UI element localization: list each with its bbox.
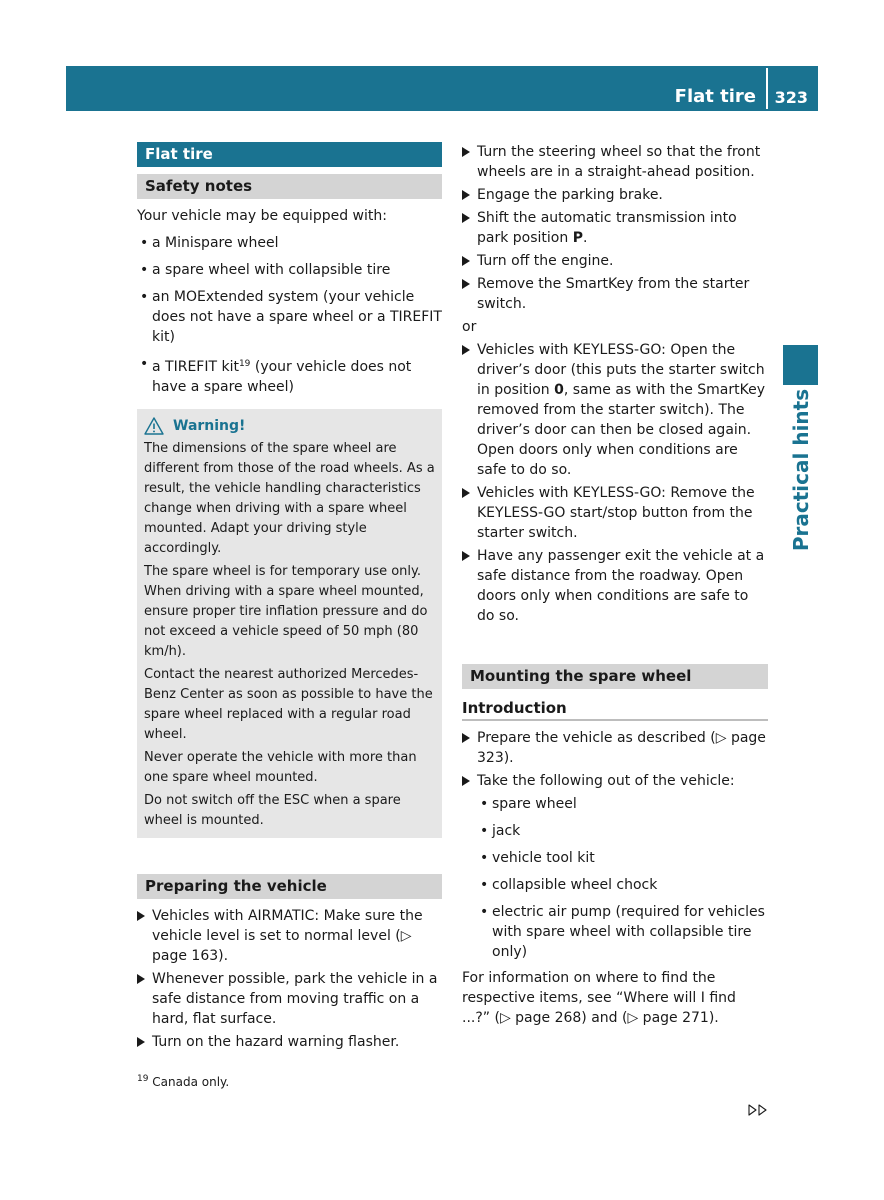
instruction-step: [462, 340, 768, 480]
side-tab-text: Practical hints: [788, 388, 813, 552]
warning-header: [144, 415, 435, 437]
instruction-step: [462, 208, 768, 248]
instruction-step: [462, 251, 768, 271]
step-text-end: , same as with the SmartKey removed from the starter switch). The driver’s door can then be closed again. Open doors only when conditions are safe to do so.: [477, 382, 765, 478]
step-arrow-icon: [462, 213, 470, 223]
equipment-item-tirefit: [137, 354, 442, 397]
list-item: • electric air pump (required for vehicles with spare wheel with collapsible tire only): [462, 902, 768, 962]
step-text: Engage the parking brake.: [477, 187, 663, 203]
list-item: • spare wheel: [462, 794, 768, 814]
instruction-step: [462, 546, 768, 626]
step-text: Have any passenger exit the vehicle at a safe distance from the roadway. Open doors only when conditions are safe to do so.: [477, 548, 765, 624]
info-paragraph: For information on where to find the respective items, see “Where will I find ...?” (▷ page 268) and (▷ page 271).: [462, 970, 736, 1026]
step-text: Vehicles with AIRMATIC: Make sure the vehicle level is set to normal level (▷ page 163).: [152, 908, 423, 964]
step-arrow-icon: [462, 733, 470, 743]
subsection-title-preparing: Preparing the vehicle: [137, 874, 442, 899]
header-separator: [766, 68, 768, 109]
page-header: [66, 66, 818, 111]
footnote-ref: 19: [238, 359, 251, 369]
footnote-number: 19: [137, 1074, 149, 1084]
footnote-text: Canada only.: [148, 1075, 230, 1089]
safety-intro: Your vehicle may be equipped with:: [137, 208, 387, 224]
equipment-item: • a Minispare wheel: [137, 233, 442, 253]
list-item: • vehicle tool kit: [462, 848, 768, 868]
step-arrow-icon: [462, 776, 470, 786]
equipment-item: • an MOExtended system (your vehicle does not have a spare wheel or a TIREFIT kit): [137, 287, 442, 347]
list-item: • collapsible wheel chock: [462, 875, 768, 895]
side-tab-marker: [783, 345, 818, 385]
step-text: Turn off the engine.: [477, 253, 614, 269]
right-column: [462, 142, 768, 1028]
instruction-step: [462, 483, 768, 543]
instruction-step: [462, 142, 768, 182]
instruction-step: [137, 906, 442, 966]
step-arrow-icon: [462, 190, 470, 200]
step-text: Vehicles with KEYLESS-GO: Open the driver’s door (this puts the starter switch in position: [477, 342, 765, 398]
subsection-title-mounting: Mounting the spare wheel: [462, 664, 768, 689]
subsection-title-safety-notes: Safety notes: [137, 174, 442, 199]
tirefit-text: a TIREFIT kit: [152, 359, 239, 375]
step-arrow-icon: [462, 256, 470, 266]
step-arrow-icon: [137, 1037, 145, 1047]
step-text: Turn the steering wheel so that the front wheels are in a straight-ahead position.: [477, 144, 761, 180]
step-arrow-icon: [462, 279, 470, 289]
warning-box: [137, 409, 442, 838]
step-text: Take the following out of the vehicle:: [477, 773, 735, 789]
step-text: Shift the automatic transmission into park position: [477, 210, 737, 246]
header-title: Flat tire: [674, 86, 756, 107]
step-arrow-icon: [462, 345, 470, 355]
instruction-step: [137, 969, 442, 1029]
step-arrow-icon: [462, 488, 470, 498]
section-title-flat-tire: Flat tire: [137, 142, 442, 167]
instruction-step: [462, 728, 768, 768]
warning-paragraph: The spare wheel is for temporary use only. When driving with a spare wheel mounted, ensure proper tire inflation pressure and do not exceed a vehicle speed of 50 mph (80 km/h).: [144, 564, 428, 659]
step-text: Remove the SmartKey from the starter switch.: [477, 276, 750, 312]
gear-position-p: P: [572, 230, 583, 246]
warning-paragraph: Never operate the vehicle with more than one spare wheel mounted.: [144, 750, 417, 785]
step-arrow-icon: [137, 974, 145, 984]
page-number: 323: [774, 88, 808, 107]
warning-paragraph: Do not switch off the ESC when a spare wheel is mounted.: [144, 793, 401, 828]
switch-position-0: 0: [554, 382, 564, 398]
step-text: Turn on the hazard warning flasher.: [152, 1034, 400, 1050]
left-column: [137, 142, 442, 1052]
or-text: or: [462, 319, 477, 335]
step-arrow-icon: [462, 551, 470, 561]
step-text: Vehicles with KEYLESS-GO: Remove the KEYLESS-GO start/stop button from the starter switch.: [477, 485, 755, 541]
step-arrow-icon: [462, 147, 470, 157]
instruction-step: [137, 1032, 442, 1052]
warning-triangle-icon: [144, 417, 164, 435]
instruction-step: [462, 771, 768, 791]
instruction-step: [462, 274, 768, 314]
instruction-step: [462, 185, 768, 205]
step-text-end: .: [582, 230, 588, 246]
warning-paragraph: Contact the nearest authorized Mercedes-Benz Center as soon as possible to have the spare wheel replaced with a regular road wheel.: [144, 667, 433, 742]
step-arrow-icon: [137, 911, 145, 921]
introduction-heading: Introduction: [462, 699, 768, 721]
tirefit-text-rest: (your vehicle does not have a spare wheel): [152, 359, 412, 395]
warning-paragraph: The dimensions of the spare wheel are different from those of the road wheels. As a result, the vehicle handling characteristics change when driving with a spare wheel mounted. Adapt your driving style accordingly.: [144, 441, 435, 556]
step-text: Prepare the vehicle as described (▷ page 323).: [477, 730, 766, 766]
warning-title: Warning!: [173, 418, 246, 434]
list-item: • jack: [462, 821, 768, 841]
step-text: Whenever possible, park the vehicle in a safe distance from moving traffic on a hard, flat surface.: [152, 971, 438, 1027]
double-arrow-right-icon: [748, 1104, 768, 1116]
footnote: [137, 1074, 229, 1089]
side-tab-label: [783, 385, 818, 555]
equipment-item: • a spare wheel with collapsible tire: [137, 260, 442, 280]
